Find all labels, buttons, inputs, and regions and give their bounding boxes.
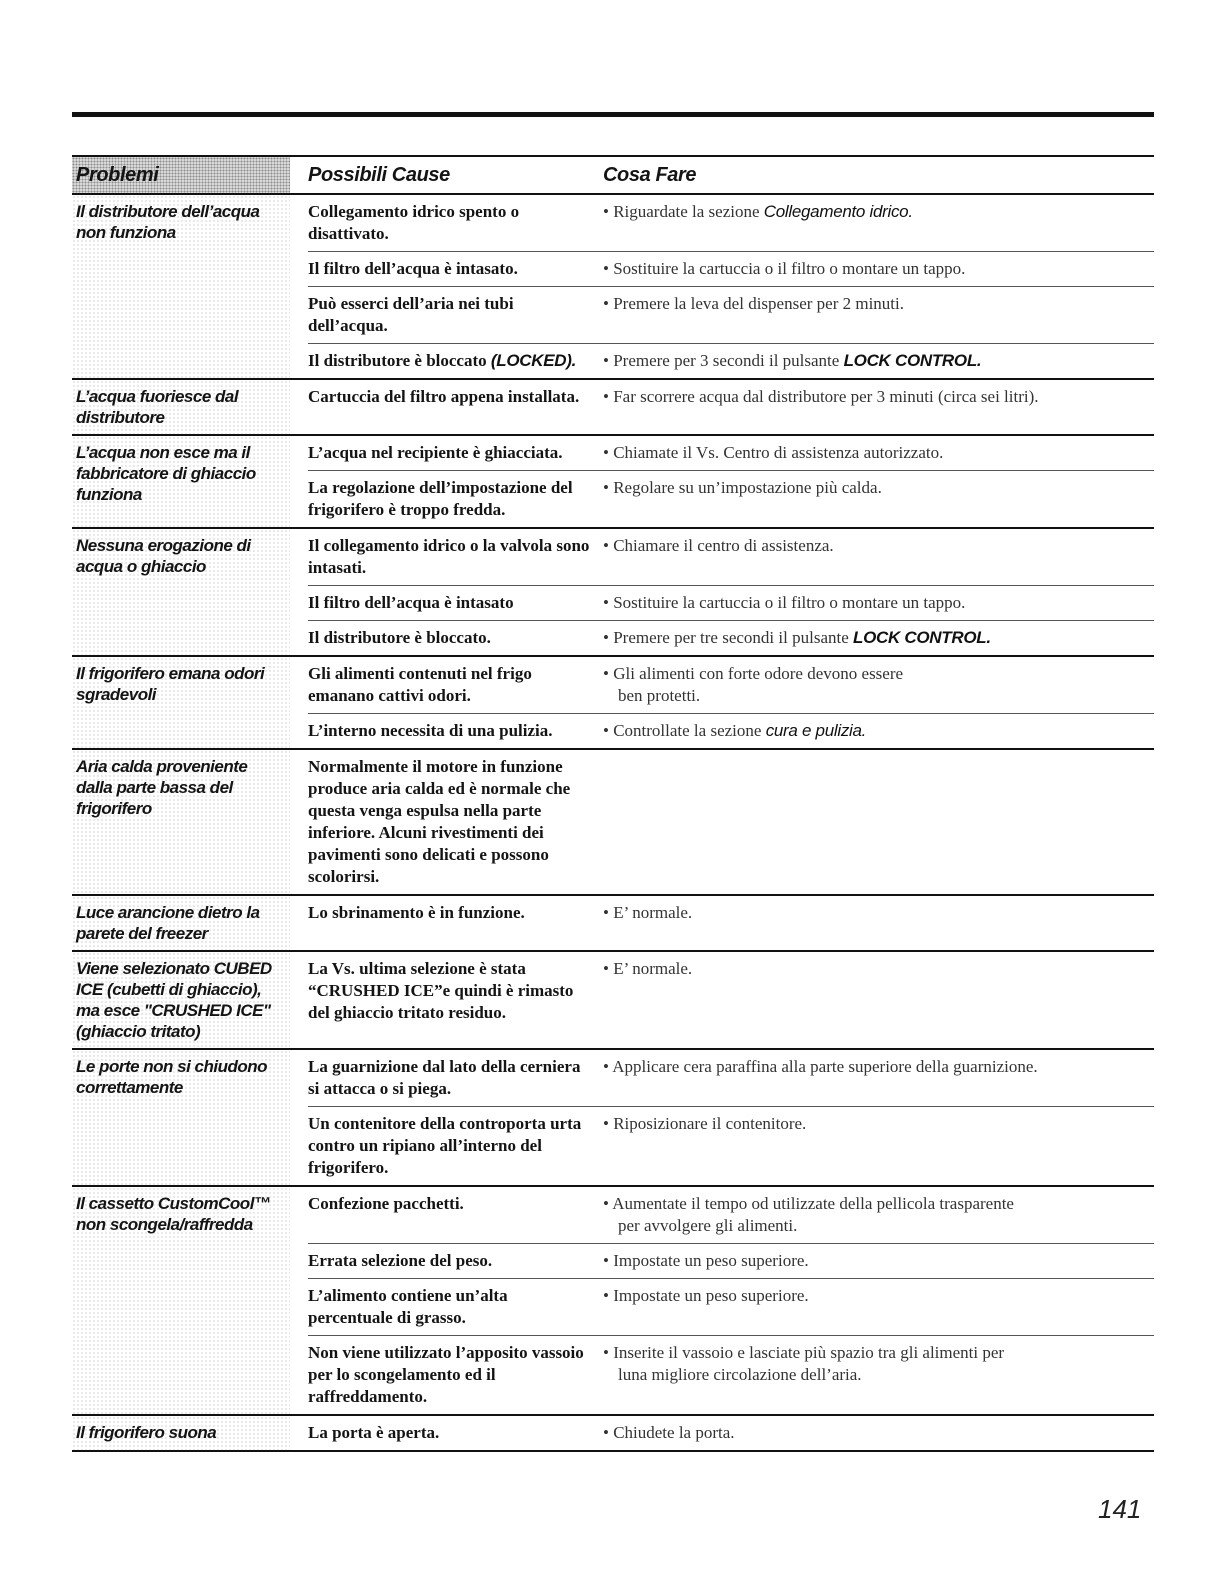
cause-text: Errata selezione del peso. [308, 1251, 493, 1270]
header-causes: Possibili Cause [308, 164, 450, 186]
action-cell [597, 592, 1154, 614]
cause-text: Cartuccia del filtro appena installata. [308, 387, 580, 406]
cause-cell [308, 442, 597, 464]
action-text: • Regolare su un’impostazione più calda. [603, 478, 882, 497]
action-text: • Impostate un peso superiore. [603, 1251, 809, 1270]
action-text: • Chiudete la porta. [603, 1423, 735, 1442]
table-row [308, 896, 1154, 930]
cause-text: Il collegamento idrico o la valvola sono intasati. [308, 536, 590, 577]
header-actions: Cosa Fare [603, 164, 697, 186]
action-cell [597, 756, 1154, 888]
problem-section [72, 436, 1154, 529]
action-cell [597, 293, 1154, 337]
action-text: • Premere per tre secondi il pulsante [603, 628, 849, 647]
cause-list [290, 952, 1154, 1048]
problem-label: Le porte non si chiudono correttamente [72, 1050, 290, 1185]
problem-section [72, 195, 1154, 380]
action-emphasis: LOCK CONTROL. [843, 351, 982, 370]
cause-cell [308, 720, 597, 742]
action-emphasis: Collegamento idrico. [763, 202, 913, 221]
cause-emphasis: (LOCKED). [490, 351, 577, 370]
action-text: • Aumentate il tempo od utilizzate della pellicola trasparente [603, 1194, 1014, 1213]
cause-text: Un contenitore della controporta urta contro un ripiano all’interno del frigorifero. [308, 1114, 582, 1177]
table-body [72, 195, 1154, 1452]
cause-text: Il distributore è bloccato [308, 351, 487, 370]
problem-label: L’acqua fuoriesce dal distributore [72, 380, 290, 434]
table-row [308, 952, 1154, 1030]
action-text: • E’ normale. [603, 903, 693, 922]
table-row [308, 750, 1154, 894]
action-text: • Chiamate il Vs. Centro di assistenza autorizzato. [603, 443, 944, 462]
cause-cell [308, 663, 597, 707]
table-row [308, 529, 1154, 586]
problem-section [72, 380, 1154, 436]
problem-section [72, 1187, 1154, 1416]
table-row [308, 657, 1154, 714]
problem-label: Luce arancione dietro la parete del freezer [72, 896, 290, 950]
cause-text: La guarnizione dal lato della cerniera si attacca o si piega. [308, 1057, 581, 1098]
action-text: • Impostate un peso superiore. [603, 1286, 809, 1305]
table-row [308, 1416, 1154, 1450]
cause-text: Confezione pacchetti. [308, 1194, 464, 1213]
cause-cell [308, 627, 597, 649]
table-row [308, 287, 1154, 344]
header-problems: Problemi [72, 157, 290, 193]
action-text: • E’ normale. [603, 959, 693, 978]
cause-cell [308, 1113, 597, 1179]
action-text: • Riposizionare il contenitore. [603, 1114, 807, 1133]
action-text: • Chiamare il centro di assistenza. [603, 536, 834, 555]
cause-list [290, 750, 1154, 894]
problem-label: Viene selezionato CUBED ICE (cubetti di ghiaccio), ma esce "CRUSHED ICE" (ghiaccio tritato) [72, 952, 290, 1048]
problem-section [72, 1416, 1154, 1452]
page-number: 141 [1098, 1494, 1142, 1524]
action-text: • Premere la leva del dispenser per 2 minuti. [603, 294, 904, 313]
action-text: • Premere per 3 secondi il pulsante [603, 351, 840, 370]
table-row [308, 471, 1154, 527]
cause-list [290, 380, 1154, 434]
cause-text: L’acqua nel recipiente è ghiacciata. [308, 443, 563, 462]
cause-list [290, 1416, 1154, 1450]
table-row [308, 1244, 1154, 1279]
action-continuation: luna migliore circolazione dell’aria. [618, 1365, 862, 1384]
table-row [308, 714, 1154, 748]
action-cell [597, 258, 1154, 280]
cause-cell [308, 201, 597, 245]
action-cell [597, 1113, 1154, 1179]
cause-list [290, 1050, 1154, 1185]
table-row [308, 621, 1154, 655]
problem-label: Il frigorifero emana odori sgradevoli [72, 657, 290, 748]
problem-section [72, 1050, 1154, 1187]
problem-label: Il cassetto CustomCool™ non scongela/raffredda [72, 1187, 290, 1414]
action-cell [597, 1193, 1154, 1237]
action-cell [597, 201, 1154, 245]
cause-text: Il filtro dell’acqua è intasato. [308, 259, 518, 278]
problem-label: L’acqua non esce ma il fabbricatore di ghiaccio funziona [72, 436, 290, 527]
cause-text: La regolazione dell’impostazione del frigorifero è troppo fredda. [308, 478, 573, 519]
cause-cell [308, 477, 597, 521]
action-text: • Riguardate la sezione [603, 202, 760, 221]
action-emphasis: LOCK CONTROL. [853, 628, 991, 647]
cause-text: Normalmente il motore in funzione produce aria calda ed è normale che questa venga espulsa nella parte inferiore. Alcuni rivestimenti dei pavimenti sono delicati e possono scolorirsi. [308, 757, 571, 886]
cause-cell [308, 293, 597, 337]
cause-text: Il distributore è bloccato. [308, 628, 491, 647]
action-cell [597, 958, 1154, 1024]
problem-section [72, 952, 1154, 1050]
action-text: • Gli alimenti con forte odore devono essere [603, 664, 904, 683]
action-text: • Inserite il vassoio e lasciate più spazio tra gli alimenti per [603, 1343, 1005, 1362]
problem-label: Il distributore dell’acqua non funziona [72, 195, 290, 378]
table-row [308, 344, 1154, 378]
cause-cell [308, 258, 597, 280]
action-text: • Controllate la sezione [603, 721, 762, 740]
action-cell [597, 1056, 1154, 1100]
action-text: • Applicare cera paraffina alla parte superiore della guarnizione. [603, 1057, 1038, 1076]
action-text: • Sostituire la cartuccia o il filtro o montare un tappo. [603, 593, 966, 612]
action-cell [597, 663, 1154, 707]
cause-text: Può esserci dell’aria nei tubi dell’acqua. [308, 294, 514, 335]
cause-cell [308, 592, 597, 614]
cause-list [290, 529, 1154, 655]
action-cell [597, 720, 1154, 742]
problem-label: Il frigorifero suona [72, 1416, 290, 1450]
cause-text: Gli alimenti contenuti nel frigo emanano cattivi odori. [308, 664, 532, 705]
problem-section [72, 750, 1154, 896]
action-cell [597, 627, 1154, 649]
cause-cell [308, 350, 597, 372]
action-continuation: per avvolgere gli alimenti. [618, 1216, 798, 1235]
cause-list [290, 1187, 1154, 1414]
problem-label: Nessuna erogazione di acqua o ghiaccio [72, 529, 290, 655]
action-cell [597, 386, 1154, 408]
cause-cell [308, 958, 597, 1024]
cause-cell [308, 1193, 597, 1237]
table-row [308, 1279, 1154, 1336]
action-cell [597, 477, 1154, 521]
cause-cell [308, 902, 597, 924]
action-cell [597, 535, 1154, 579]
cause-cell [308, 1056, 597, 1100]
action-cell [597, 1422, 1154, 1444]
cause-cell [308, 1422, 597, 1444]
cause-cell [308, 386, 597, 408]
action-cell [597, 902, 1154, 924]
cause-cell [308, 1342, 597, 1408]
cause-cell [308, 756, 597, 888]
troubleshooting-table [72, 155, 1154, 1452]
table-row [308, 380, 1154, 414]
table-row [308, 586, 1154, 621]
cause-cell [308, 1285, 597, 1329]
cause-list [290, 436, 1154, 527]
action-cell [597, 442, 1154, 464]
cause-text: L’interno necessita di una pulizia. [308, 721, 553, 740]
cause-text: La porta è aperta. [308, 1423, 440, 1442]
cause-text: Lo sbrinamento è in funzione. [308, 903, 525, 922]
top-rule [72, 112, 1154, 117]
table-row [308, 252, 1154, 287]
cause-text: Il filtro dell’acqua è intasato [308, 593, 514, 612]
action-cell [597, 350, 1154, 372]
cause-text: L’alimento contiene un’alta percentuale di grasso. [308, 1286, 508, 1327]
table-row [308, 195, 1154, 252]
cause-text: Non viene utilizzato l’apposito vassoio per lo scongelamento ed il raffreddamento. [308, 1343, 584, 1406]
cause-cell [308, 535, 597, 579]
cause-text: La Vs. ultima selezione è stata “CRUSHED ICE”e quindi è rimasto del ghiaccio tritato residuo. [308, 959, 574, 1022]
table-row [308, 1107, 1154, 1185]
problem-section [72, 657, 1154, 750]
cause-list [290, 896, 1154, 950]
cause-list [290, 657, 1154, 748]
problem-section [72, 529, 1154, 657]
table-header [72, 155, 1154, 195]
cause-text: Collegamento idrico spento o disattivato. [308, 202, 520, 243]
action-continuation: ben protetti. [618, 686, 701, 705]
cause-cell [308, 1250, 597, 1272]
table-row [308, 1187, 1154, 1244]
action-cell [597, 1285, 1154, 1329]
action-cell [597, 1250, 1154, 1272]
problem-label: Aria calda proveniente dalla parte bassa del frigorifero [72, 750, 290, 894]
action-cell [597, 1342, 1154, 1408]
table-row [308, 1050, 1154, 1107]
table-row [308, 436, 1154, 471]
cause-list [290, 195, 1154, 378]
table-row [308, 1336, 1154, 1414]
action-text: • Far scorrere acqua dal distributore per 3 minuti (circa sei litri). [603, 387, 1039, 406]
action-emphasis: cura e pulizia. [765, 721, 867, 740]
action-text: • Sostituire la cartuccia o il filtro o montare un tappo. [603, 259, 966, 278]
problem-section [72, 896, 1154, 952]
